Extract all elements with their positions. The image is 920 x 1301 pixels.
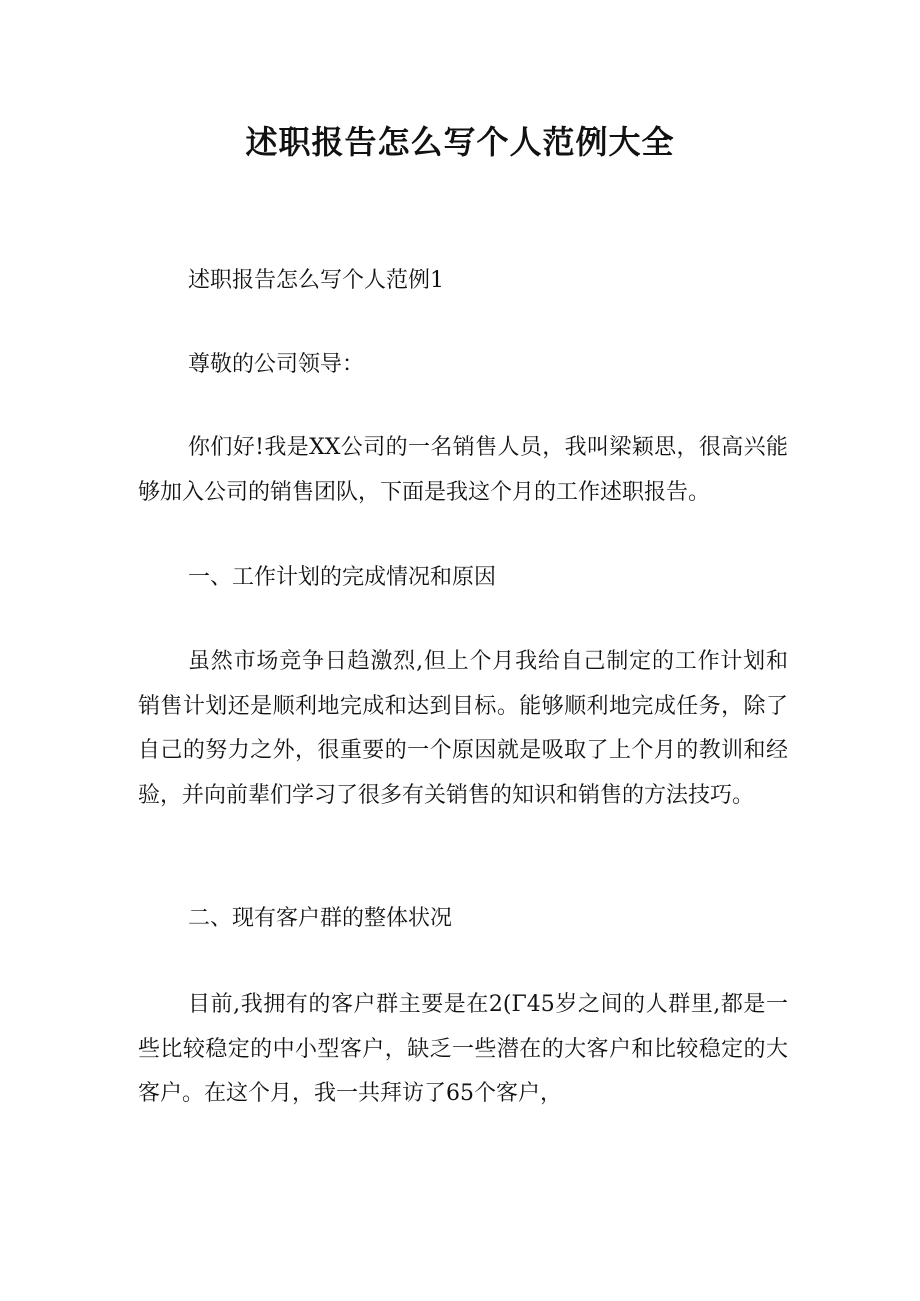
section-1-heading: 一、工作计划的完成情况和原因 (188, 565, 497, 590)
salutation: 尊敬的公司领导： (188, 352, 365, 377)
intro-paragraph: 你们好!我是XX公司的一名销售人员，我叫梁颖思，很高兴能够加入公司的销售团队，下面是我这个月的工作述职报告。 (138, 435, 788, 505)
example-subtitle: 述职报告怎么写个人范例1 (188, 268, 444, 293)
section-2-heading: 二、现有客户群的整体状况 (188, 906, 453, 931)
page-title: 述职报告怎么写个人范例大全 (245, 123, 675, 161)
section-2-paragraph: 目前,我拥有的客户群主要是在2(Γ45岁之间的人群里,都是一些比较稳定的中小型客户，缺乏一些潜在的大客户和比较稳定的大客户。在这个月，我一共拜访了65个客户， (138, 992, 788, 1106)
section-1-paragraph: 虽然市场竞争日趋激烈,但上个月我给自己制定的工作计划和销售计划还是顺利地完成和达到目标。能够顺利地完成任务，除了自己的努力之外，很重要的一个原因就是吸取了上个月的教训和经验，并向前辈们学习了很多有关销售的知识和销售的方法技巧。 (138, 649, 788, 808)
